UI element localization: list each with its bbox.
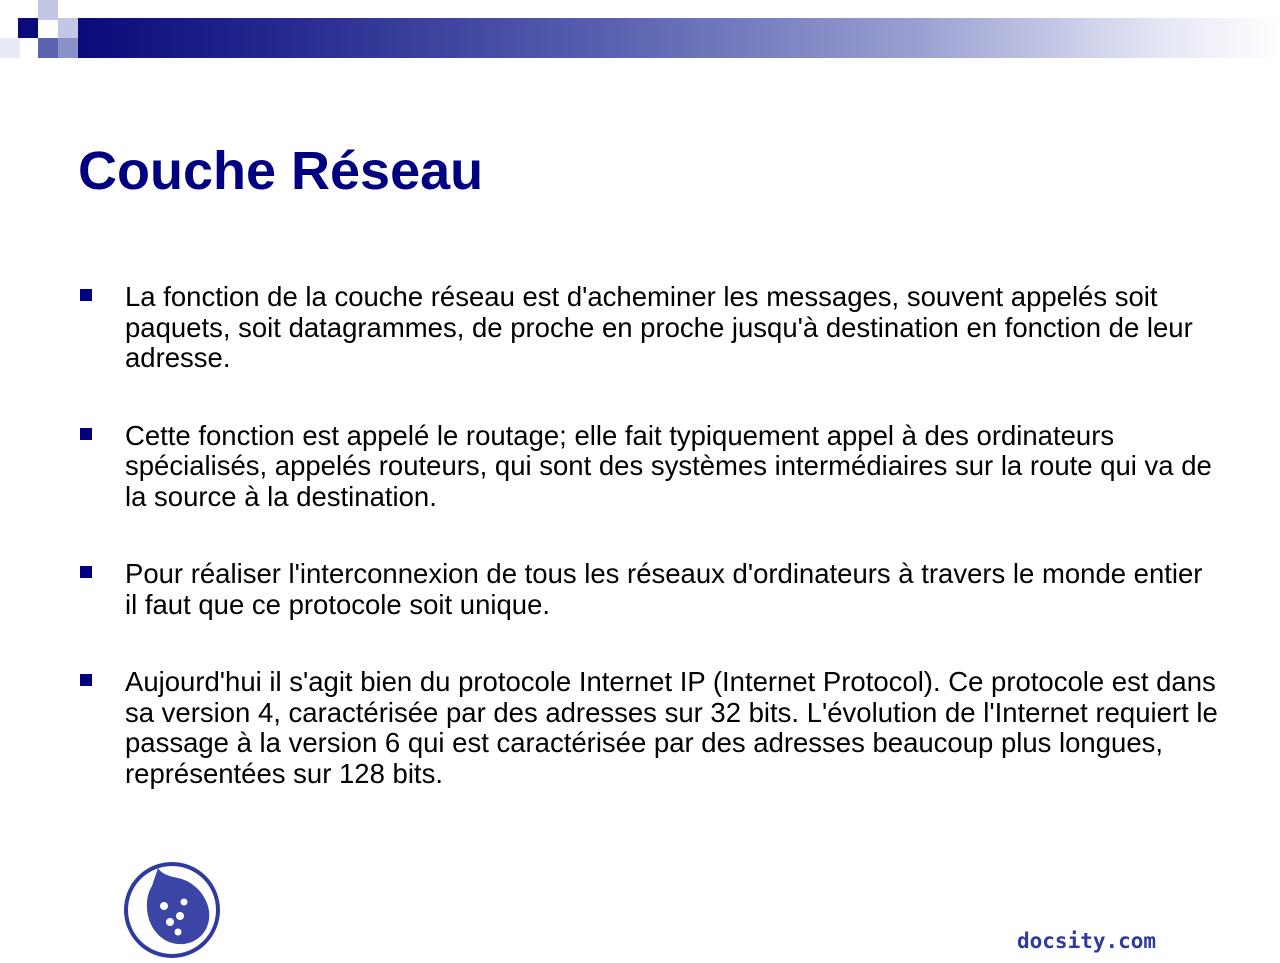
square-bullet-icon [80, 674, 92, 686]
header-square [58, 38, 78, 58]
bullet-item [78, 667, 1218, 789]
header-square [18, 18, 38, 38]
square-bullet-icon [80, 428, 92, 440]
bullet-item [78, 559, 1218, 620]
brand-watermark: docsity.com [1017, 929, 1157, 953]
bullet-text: Cette fonction est appelé le routage; elle fait typiquement appel à des ordinateurs spécialisés, appelés routeurs, qui sont des systèmes intermédiaires sur la route qui va de la source à la destination. [125, 419, 1212, 512]
bullet-text: Pour réaliser l'interconnexion de tous les réseaux d'ordinateurs à travers le monde entier il faut que ce protocole soit unique. [125, 558, 1203, 620]
docsity-logo-icon [122, 858, 222, 958]
header-gradient-bar [78, 18, 1280, 58]
bullet-text: Aujourd'hui il s'agit bien du protocole Internet IP (Internet Protocol). Ce protocole est dans sa version 4, caractérisée par des adresses sur 32 bits. L'évolution de l'Internet requiert le passage à la version 6 qui est caractérisée par des adresses beaucoup plus longues, représentées sur 128 bits. [125, 666, 1218, 789]
header-square [0, 38, 20, 58]
header-square [38, 0, 58, 20]
bullet-text: La fonction de la couche réseau est d'acheminer les messages, souvent appelés soit paquets, soit datagrammes, de proche en proche jusqu'à destination en fonction de leur adresse. [125, 281, 1193, 373]
header-square [38, 38, 58, 58]
header-square [58, 18, 78, 38]
page-title: Couche Réseau [78, 141, 484, 201]
bullet-item [78, 421, 1218, 513]
bullet-item [78, 282, 1218, 374]
bullet-list [78, 282, 1218, 836]
square-bullet-icon [80, 289, 92, 301]
square-bullet-icon [80, 566, 92, 578]
